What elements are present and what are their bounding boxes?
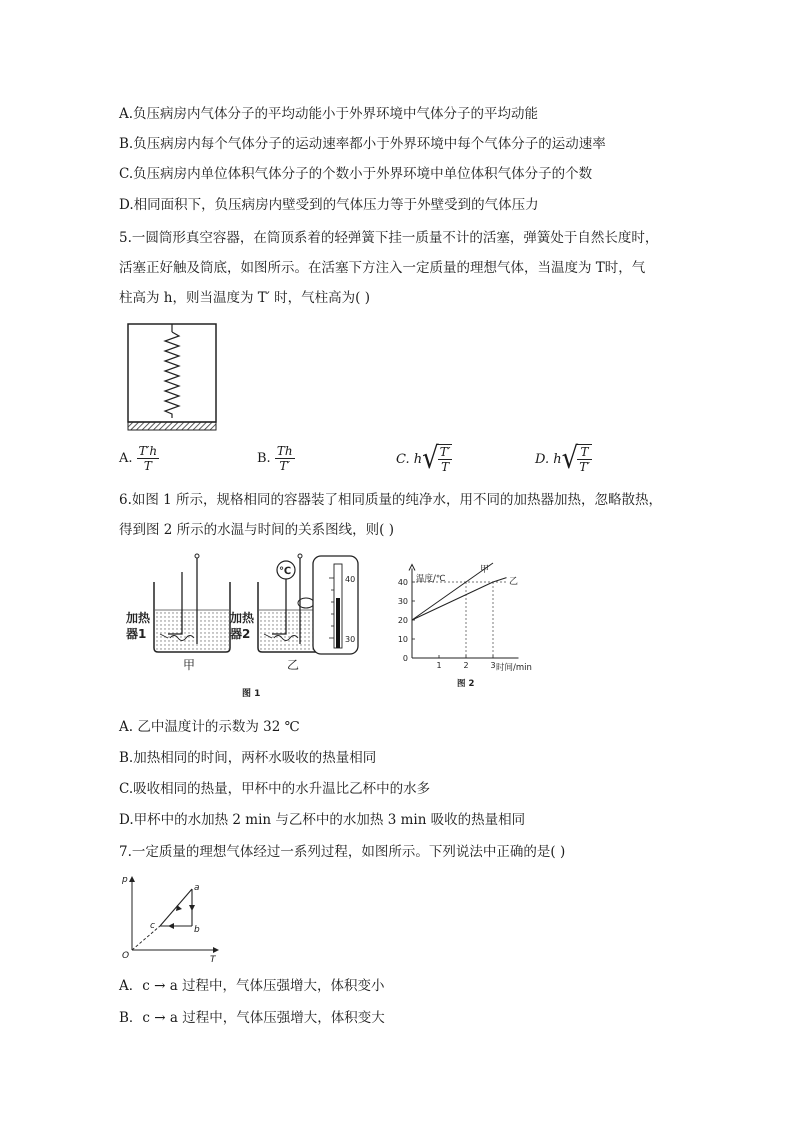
q5-stem-line1: 5.一圆筒形真空容器，在筒顶系着的轻弹簧下挂一质量不计的活塞，弹簧处于自然长度时，: [119, 230, 659, 246]
q7-option-b: B．c → a 过程中，气体压强增大，体积变大: [119, 1010, 385, 1026]
thermometer-unit-label: ℃: [279, 566, 292, 577]
chart-y-tick-label: 20: [397, 616, 408, 625]
scale-30-label: 30: [345, 635, 356, 644]
q6-option-a: A. 乙中温度计的示数为 32 ℃: [119, 719, 300, 735]
q7-pT-diagram: [116, 872, 226, 964]
q5-cylinder-figure: [125, 322, 220, 434]
q5-option-a: A. $\frac{T'h}{T}$: [119, 444, 158, 473]
chart-y-tick-label: 30: [397, 597, 408, 606]
q5-option-c: C. h √ $\frac{T'}{T}$: [396, 441, 451, 477]
heater2-label-2: 器2: [230, 627, 251, 641]
cylinder-base: [128, 422, 216, 430]
chart-ylabel: 温度/℃: [416, 574, 446, 584]
chart-x-tick-label: 3: [490, 661, 496, 670]
chart-y-tick-label: 0: [402, 654, 408, 663]
chart-series-yi-label: 乙: [509, 577, 519, 587]
jia-label: 甲: [183, 658, 196, 672]
figure-2-caption: 图 2: [457, 679, 475, 689]
heater2-label-1: 加热: [230, 611, 255, 625]
q5-option-b: B. $\frac{Th}{T'}$: [257, 444, 293, 473]
point-b-label: b: [194, 925, 200, 935]
q6-figure-1: [120, 552, 370, 702]
q4-option-b: B.负压病房内每个气体分子的运动速率都小于外界环境中每个气体分子的运动速率: [119, 136, 606, 152]
point-a-label: a: [194, 883, 200, 893]
q6-option-c: C.吸收相同的热量，甲杯中的水升温比乙杯中的水多: [119, 781, 431, 797]
point-c-label: c: [150, 921, 155, 931]
p-axis-label: p: [122, 875, 128, 885]
heater1-label-2: 器1: [126, 627, 147, 641]
q7-stem: 7.一定质量的理想气体经过一系列过程，如图所示。下列说法中正确的是( ): [119, 844, 566, 860]
q6-option-d: D.甲杯中的水加热 2 min 与乙杯中的水加热 3 min 吸收的热量相同: [119, 812, 526, 828]
q4-option-c: C.负压病房内单位体积气体分子的个数小于外界环境中单位体积气体分子的个数: [119, 166, 593, 182]
chart-x-tick-label: 2: [463, 661, 469, 670]
chart-xlabel: 时间/min: [496, 663, 532, 673]
q4-option-d: D.相同面积下，负压病房内壁受到的气体压力等于外壁受到的气体压力: [119, 197, 539, 213]
beaker-jia: [154, 554, 230, 652]
spring: [165, 332, 179, 418]
q5-stem-line2: 活塞正好触及筒底，如图所示。在活塞下方注入一定质量的理想气体，当温度为 T时，气: [119, 260, 646, 276]
q5-stem-line3: 柱高为 h，则当温度为 T′ 时，气柱高为( ): [119, 290, 370, 306]
chart-series-jia-label: 甲: [480, 565, 490, 575]
q6-figure-2-chart: [392, 560, 552, 690]
q6-stem-line1: 6.如图 1 所示，规格相同的容器装了相同质量的纯净水，用不同的加热器加热，忽略散热，: [119, 492, 663, 508]
yi-label: 乙: [287, 658, 300, 672]
heater1-label-1: 加热: [126, 611, 151, 625]
figure-1-caption: 图 1: [242, 689, 261, 699]
origin-label: O: [122, 951, 130, 961]
q4-option-a: A.负压病房内气体分子的平均动能小于外界环境中气体分子的平均动能: [119, 106, 539, 122]
q6-option-b: B.加热相同的时间，两杯水吸收的热量相同: [119, 750, 377, 766]
T-axis-label: T: [210, 955, 216, 964]
q7-option-a: A．c → a 过程中，气体压强增大，体积变小: [119, 978, 385, 994]
q5-option-d: D. h √ $\frac{T}{T'}$: [535, 441, 590, 477]
chart-y-tick-label: 10: [397, 635, 408, 644]
chart-y-tick-label: 40: [397, 578, 408, 587]
q6-stem-line2: 得到图 2 所示的水温与时间的关系图线，则( ): [119, 522, 394, 538]
chart-x-tick-label: 1: [436, 661, 442, 670]
scale-40-label: 40: [345, 575, 356, 584]
